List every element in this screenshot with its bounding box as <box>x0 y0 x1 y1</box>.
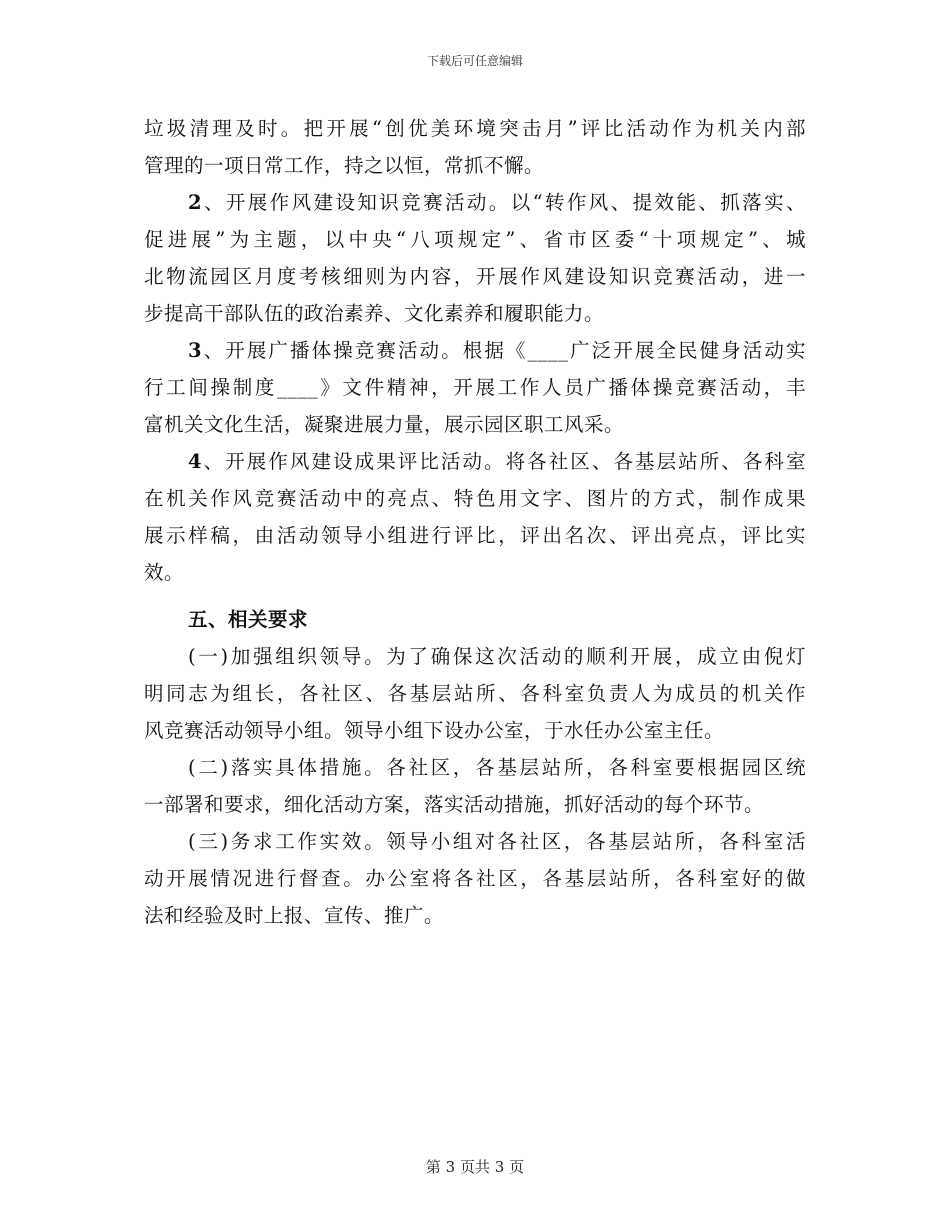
item-number: 3 <box>188 339 203 362</box>
text-line: 展示样稿，由活动领导小组进行评比，评出名次、评出亮点，评比实 <box>144 524 806 547</box>
text-line: 风竞赛活动领导小组。领导小组下设办公室，于水任办公室主任。 <box>144 719 725 742</box>
text-line: 步提高干部队伍的政治素养、文化素养和履职能力。 <box>144 302 605 325</box>
requirement-1 <box>144 638 806 749</box>
text-line <box>144 184 806 221</box>
text-line: 法和经验及时上报、宣传、推广。 <box>144 904 445 927</box>
text-line: 明同志为组长，各社区、各基层站所、各科室负责人为成员的机关作 <box>144 682 806 705</box>
text-line: 效。 <box>144 561 185 584</box>
page-footer: 第 3 页共 3 页 <box>425 1158 525 1176</box>
text-line: 管理的一项日常工作，持之以恒，常抓不懈。 <box>144 154 545 177</box>
text-line: 北物流园区月度考核细则为内容，开展作风建设知识竞赛活动，进一 <box>144 265 806 288</box>
text-line: 行工间操制度____》文件精神，开展工作人员广播体操竞赛活动，丰 <box>144 376 806 399</box>
text-line <box>144 332 806 369</box>
text-segment: 、开展作风建设知识竞赛活动。以“转作风、提效能、抓落实、 <box>202 191 806 214</box>
requirement-3 <box>144 823 806 934</box>
text-line <box>144 443 806 480</box>
page-header: 下载后可任意编辑 <box>426 54 523 68</box>
text-line: 促进展”为主题，以中央“八项规定”、省市区委“十项规定”、城 <box>144 228 806 251</box>
text-line: 一部署和要求，细化活动方案，落实活动措施，抓好活动的每个环节。 <box>144 793 765 816</box>
paragraph-item-3 <box>144 332 806 443</box>
text-line: (三)务求工作实效。领导小组对各社区，各基层站所，各科室活 <box>188 830 806 853</box>
text-line: (二)落实具体措施。各社区，各基层站所，各科室要根据园区统 <box>188 756 806 779</box>
paragraph-item-2 <box>144 184 806 332</box>
requirement-2 <box>144 749 806 823</box>
text-segment: 、开展作风建设成果评比活动。将各社区、各基层站所、各科室 <box>202 450 806 473</box>
paragraph-continuation <box>144 110 806 184</box>
item-number: 4 <box>188 450 203 473</box>
text-line: (一)加强组织领导。为了确保这次活动的顺利开展，成立由倪灯 <box>188 645 806 668</box>
paragraph-item-4 <box>144 443 806 591</box>
text-line: 动开展情况进行督查。办公室将各社区，各基层站所，各科室好的做 <box>144 867 806 890</box>
section-heading: 五、相关要求 <box>188 608 309 631</box>
text-segment: 、开展广播体操竞赛活动。根据《____广泛开展全民健身活动实 <box>202 339 806 362</box>
text-line: 富机关文化生活，凝聚进展力量，展示园区职工风采。 <box>144 413 625 436</box>
text-line: 在机关作风竞赛活动中的亮点、特色用文字、图片的方式，制作成果 <box>144 487 806 510</box>
document-body <box>144 110 806 934</box>
item-number: 2 <box>188 191 203 214</box>
text-line: 垃圾清理及时。把开展“创优美环境突击月”评比活动作为机关内部 <box>144 117 806 140</box>
